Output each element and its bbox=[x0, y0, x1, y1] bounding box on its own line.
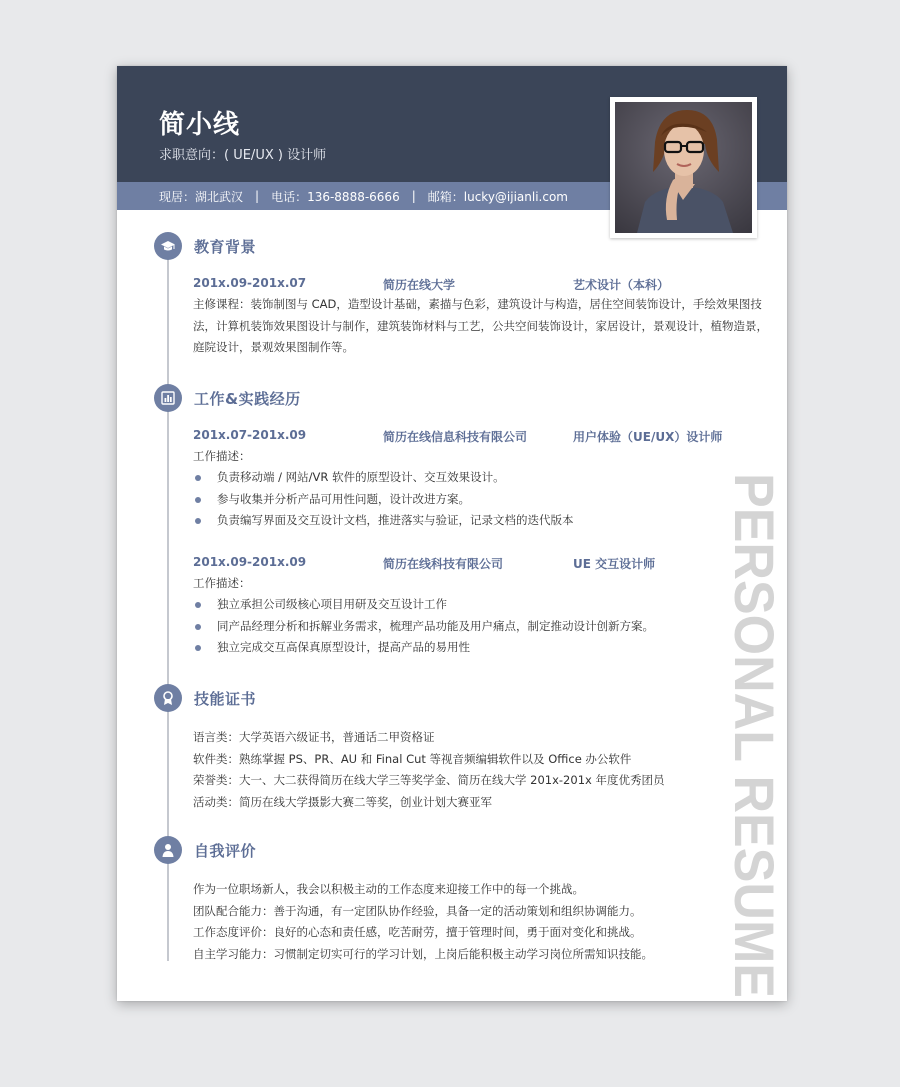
job-duty-list bbox=[193, 594, 654, 659]
section-title-self: 自我评价 bbox=[194, 842, 257, 860]
job-role: 用户体验（UE/UX）设计师 bbox=[573, 430, 723, 444]
education-school: 简历在线大学 bbox=[383, 278, 456, 292]
education-major: 艺术设计（本科） bbox=[573, 278, 670, 292]
skill-line: 语言类：大学英语六级证书，普通话二甲资格证 bbox=[193, 730, 435, 744]
job-duty-item: 参与收集并分析产品可用性问题，设计改进方案。 bbox=[193, 489, 574, 511]
skill-line: 荣誉类：大一、大二获得简历在线大学三等奖学金、简历在线大学 201x-201x 年度优秀团员 bbox=[193, 773, 665, 787]
person-icon bbox=[154, 836, 182, 864]
self-line: 自主学习能力：习惯制定切实可行的学习计划，上岗后能积极主动学习岗位所需知识技能。 bbox=[193, 946, 653, 961]
watermark-text: PERSONAL RESUME bbox=[723, 473, 786, 1039]
job-duty-item: 负责移动端 / 网站/VR 软件的原型设计、交互效果设计。 bbox=[193, 467, 574, 489]
job-intention: 求职意向：( UE/UX ) 设计师 bbox=[159, 148, 327, 163]
skill-line: 活动类：简历在线大学摄影大赛二等奖，创业计划大赛亚军 bbox=[193, 794, 492, 809]
skill-line: 软件类：熟练掌握 PS、PR、AU 和 Final Cut 等视音频编辑软件以及 Office 办公软件 bbox=[193, 751, 632, 766]
location-text: 现居：湖北武汉 bbox=[159, 189, 244, 204]
profile-photo bbox=[610, 97, 757, 238]
job-desc-label: 工作描述： bbox=[193, 449, 251, 463]
self-evaluation-list bbox=[193, 879, 653, 965]
job-role: UE 交互设计师 bbox=[573, 557, 656, 571]
job-duty-item: 独立完成交互高保真原型设计，提高产品的易用性 bbox=[193, 637, 654, 659]
job-duty-item: 同产品经理分析和拆解业务需求，梳理产品功能及用户痛点，制定推动设计创新方案。 bbox=[193, 616, 654, 638]
certificate-icon bbox=[154, 684, 182, 712]
phone-text: 电话：136-8888-6666 bbox=[271, 189, 400, 204]
education-period: 201x.09-201x.07 bbox=[193, 276, 307, 290]
job-duty-item: 负责编写界面及交互设计文档，推进落实与验证，记录文档的迭代版本 bbox=[193, 510, 574, 532]
portrait-image bbox=[615, 102, 752, 233]
job-duty-item: 独立承担公司级核心项目用研及交互设计工作 bbox=[193, 594, 654, 616]
job-period: 201x.07-201x.09 bbox=[193, 428, 307, 442]
job-company: 简历在线信息科技有限公司 bbox=[383, 430, 528, 444]
job-company: 简历在线科技有限公司 bbox=[383, 557, 504, 571]
skills-list bbox=[193, 727, 664, 813]
candidate-name: 简小线 bbox=[159, 110, 241, 140]
job-period: 201x.09-201x.09 bbox=[193, 555, 307, 569]
separator: | bbox=[255, 189, 260, 203]
bar-chart-icon bbox=[154, 384, 182, 412]
education-courses: 主修课程：装饰制图与 CAD，造型设计基础，素描与色彩，建筑设计与构造，居住空间装饰设计，手绘效果图技法，计算机装饰效果图设计与制作，建筑装饰材料与工艺，公共空间装饰设计，家居设计，景观设计，植物造景，庭院设计，景观效果图制作等。 bbox=[193, 297, 768, 354]
job-desc-label: 工作描述： bbox=[193, 576, 251, 590]
separator: | bbox=[411, 189, 416, 203]
self-line: 工作态度评价：良好的心态和责任感，吃苦耐劳，擅于管理时间，勇于面对变化和挑战。 bbox=[193, 925, 642, 939]
job-duty-list bbox=[193, 467, 574, 532]
email-text: 邮箱：lucky@ijianli.com bbox=[427, 189, 568, 204]
section-title-education: 教育背景 bbox=[194, 238, 257, 256]
resume-page bbox=[117, 66, 787, 1039]
graduation-cap-icon bbox=[154, 232, 182, 260]
self-line: 作为一位职场新人，我会以积极主动的工作态度来迎接工作中的每一个挑战。 bbox=[193, 882, 584, 896]
self-line: 团队配合能力：善于沟通，有一定团队协作经验，具备一定的活动策划和组织协调能力。 bbox=[193, 903, 642, 918]
section-title-skills: 技能证书 bbox=[194, 690, 257, 708]
section-title-work: 工作&实践经历 bbox=[194, 390, 301, 408]
personal-resume-watermark bbox=[723, 471, 786, 1039]
